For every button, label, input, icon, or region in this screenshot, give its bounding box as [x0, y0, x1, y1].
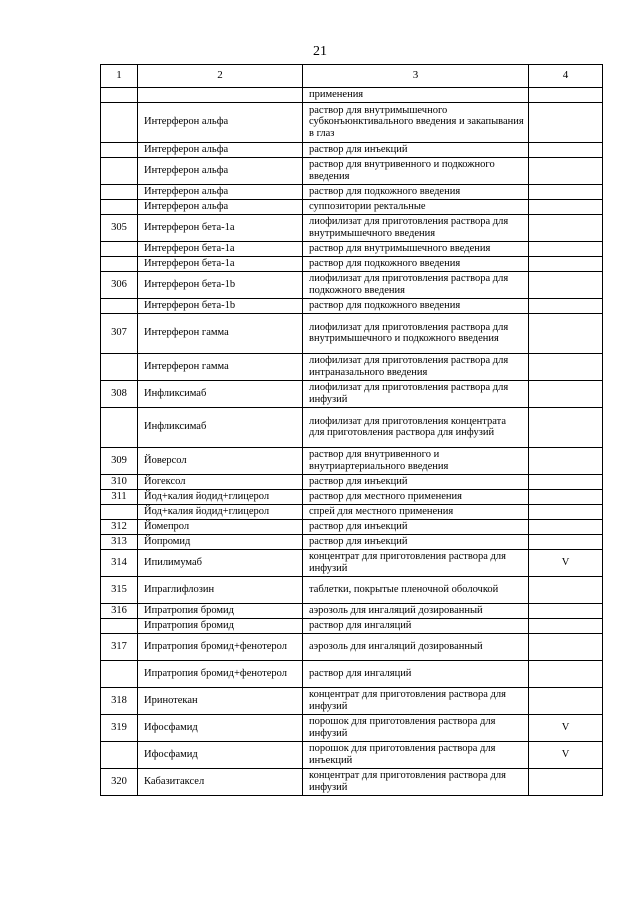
drug-name: Йомепрол	[138, 519, 303, 534]
row-mark	[529, 633, 603, 660]
row-mark	[529, 298, 603, 313]
row-number	[101, 660, 138, 687]
row-number	[101, 88, 138, 103]
row-mark	[529, 534, 603, 549]
row-mark	[529, 199, 603, 214]
table-row	[101, 714, 603, 741]
page-number: 21	[313, 44, 327, 59]
dosage-form: раствор для подкожного введения	[303, 184, 529, 199]
row-mark	[529, 489, 603, 504]
table-row	[101, 380, 603, 407]
table-row	[101, 618, 603, 633]
row-mark	[529, 157, 603, 184]
row-mark	[529, 660, 603, 687]
drug-name: Йогексол	[138, 474, 303, 489]
drug-name: Интерферон альфа	[138, 184, 303, 199]
drug-name: Йоверсол	[138, 447, 303, 474]
row-number	[101, 353, 138, 380]
dosage-form: спрей для местного применения	[303, 504, 529, 519]
dosage-form: раствор для инъекций	[303, 474, 529, 489]
column-header-number: 1	[101, 65, 138, 88]
row-mark	[529, 519, 603, 534]
dosage-form: порошок для приготовления раствора для инфузий	[303, 714, 529, 741]
row-number	[101, 407, 138, 447]
row-number: 316	[101, 603, 138, 618]
row-number	[101, 618, 138, 633]
row-number	[101, 298, 138, 313]
table-row	[101, 633, 603, 660]
drug-table	[100, 64, 603, 796]
row-number: 305	[101, 214, 138, 241]
table-row	[101, 447, 603, 474]
table-header-row	[101, 65, 603, 88]
row-number: 312	[101, 519, 138, 534]
row-mark	[529, 214, 603, 241]
table-row	[101, 88, 603, 103]
table-row	[101, 102, 603, 142]
drug-name: Ипратропия бромид	[138, 618, 303, 633]
dosage-form: концентрат для приготовления раствора для инфузий	[303, 549, 529, 576]
dosage-form: концентрат для приготовления раствора для инфузий	[303, 687, 529, 714]
drug-name: Интерферон бета-1b	[138, 298, 303, 313]
table-row	[101, 157, 603, 184]
dosage-form: раствор для внутривенного и внутриартериального введения	[303, 447, 529, 474]
dosage-form: аэрозоль для ингаляций дозированный	[303, 633, 529, 660]
dosage-form: применения	[303, 88, 529, 103]
table-row	[101, 241, 603, 256]
row-mark	[529, 603, 603, 618]
dosage-form: лиофилизат для приготовления раствора для интраназального введения	[303, 353, 529, 380]
table-row	[101, 603, 603, 618]
table-row	[101, 768, 603, 795]
column-header-form: 3	[303, 65, 529, 88]
row-mark	[529, 256, 603, 271]
row-number	[101, 741, 138, 768]
dosage-form: раствор для инъекций	[303, 534, 529, 549]
row-number: 310	[101, 474, 138, 489]
dosage-form: лиофилизат для приготовления раствора для подкожного введения	[303, 271, 529, 298]
drug-name: Интерферон альфа	[138, 199, 303, 214]
row-mark: V	[529, 714, 603, 741]
row-mark	[529, 313, 603, 353]
table-row	[101, 407, 603, 447]
drug-name: Ипраглифлозин	[138, 576, 303, 603]
row-number: 311	[101, 489, 138, 504]
dosage-form: раствор для инъекций	[303, 519, 529, 534]
row-number	[101, 241, 138, 256]
table-row	[101, 184, 603, 199]
drug-name: Инфликсимаб	[138, 380, 303, 407]
row-number: 314	[101, 549, 138, 576]
dosage-form: раствор для подкожного введения	[303, 256, 529, 271]
table-row	[101, 142, 603, 157]
drug-name: Инфликсимаб	[138, 407, 303, 447]
drug-name	[138, 88, 303, 103]
table-row	[101, 214, 603, 241]
table-row	[101, 687, 603, 714]
row-mark: V	[529, 549, 603, 576]
row-mark	[529, 576, 603, 603]
table-row	[101, 660, 603, 687]
table-row	[101, 353, 603, 380]
row-number: 307	[101, 313, 138, 353]
table-row	[101, 271, 603, 298]
drug-name: Ифосфамид	[138, 741, 303, 768]
drug-name: Ипратропия бромид	[138, 603, 303, 618]
drug-name: Ипратропия бромид+фенотерол	[138, 660, 303, 687]
row-mark	[529, 271, 603, 298]
row-number	[101, 199, 138, 214]
drug-name: Интерферон бета-1а	[138, 256, 303, 271]
dosage-form: раствор для внутримышечного введения	[303, 241, 529, 256]
row-number	[101, 256, 138, 271]
row-number	[101, 504, 138, 519]
row-mark	[529, 504, 603, 519]
dosage-form: раствор для подкожного введения	[303, 298, 529, 313]
dosage-form: раствор для местного применения	[303, 489, 529, 504]
table-row	[101, 313, 603, 353]
row-mark: V	[529, 741, 603, 768]
row-mark	[529, 687, 603, 714]
dosage-form: аэрозоль для ингаляций дозированный	[303, 603, 529, 618]
row-mark	[529, 241, 603, 256]
row-number: 309	[101, 447, 138, 474]
row-number	[101, 184, 138, 199]
dosage-form: раствор для внутримышечного субконъюнктивального введения и закапывания в глаз	[303, 102, 529, 142]
column-header-name: 2	[138, 65, 303, 88]
row-mark	[529, 447, 603, 474]
table-row	[101, 741, 603, 768]
dosage-form: порошок для приготовления раствора для инъекций	[303, 741, 529, 768]
table-row	[101, 549, 603, 576]
row-mark	[529, 380, 603, 407]
row-number: 318	[101, 687, 138, 714]
row-number: 306	[101, 271, 138, 298]
table-row	[101, 199, 603, 214]
drug-name: Интерферон альфа	[138, 142, 303, 157]
table-row	[101, 576, 603, 603]
row-mark	[529, 353, 603, 380]
row-number	[101, 102, 138, 142]
drug-name: Йод+калия йодид+глицерол	[138, 504, 303, 519]
dosage-form: раствор для инъекций	[303, 142, 529, 157]
drug-name: Иринотекан	[138, 687, 303, 714]
dosage-form: лиофилизат для приготовления раствора для инфузий	[303, 380, 529, 407]
row-number: 319	[101, 714, 138, 741]
row-number: 317	[101, 633, 138, 660]
row-mark	[529, 184, 603, 199]
table-row	[101, 474, 603, 489]
table-row	[101, 519, 603, 534]
dosage-form: раствор для ингаляций	[303, 660, 529, 687]
row-mark	[529, 618, 603, 633]
row-number	[101, 142, 138, 157]
row-number: 320	[101, 768, 138, 795]
row-mark	[529, 474, 603, 489]
drug-name: Интерферон альфа	[138, 157, 303, 184]
row-number: 308	[101, 380, 138, 407]
drug-name: Ипратропия бромид+фенотерол	[138, 633, 303, 660]
drug-name: Интерферон бета-1b	[138, 271, 303, 298]
drug-name: Интерферон бета-1а	[138, 214, 303, 241]
dosage-form: лиофилизат для приготовления раствора для внутримышечного и подкожного введения	[303, 313, 529, 353]
drug-name: Йопромид	[138, 534, 303, 549]
dosage-form: суппозитории ректальные	[303, 199, 529, 214]
drug-name: Интерферон альфа	[138, 102, 303, 142]
row-mark	[529, 102, 603, 142]
row-mark	[529, 407, 603, 447]
table-row	[101, 298, 603, 313]
column-header-mark: 4	[529, 65, 603, 88]
row-mark	[529, 88, 603, 103]
drug-name: Интерферон бета-1а	[138, 241, 303, 256]
dosage-form: таблетки, покрытые пленочной оболочкой	[303, 576, 529, 603]
drug-name: Интерферон гамма	[138, 313, 303, 353]
drug-name: Йод+калия йодид+глицерол	[138, 489, 303, 504]
row-mark	[529, 142, 603, 157]
table-row	[101, 534, 603, 549]
drug-name: Ифосфамид	[138, 714, 303, 741]
dosage-form: концентрат для приготовления раствора для инфузий	[303, 768, 529, 795]
row-number: 313	[101, 534, 138, 549]
dosage-form: лиофилизат для приготовления раствора для внутримышечного введения	[303, 214, 529, 241]
drug-name: Ипилимумаб	[138, 549, 303, 576]
table-row	[101, 256, 603, 271]
table-row	[101, 504, 603, 519]
drug-name: Интерферон гамма	[138, 353, 303, 380]
row-number: 315	[101, 576, 138, 603]
row-number	[101, 157, 138, 184]
table-row	[101, 489, 603, 504]
dosage-form: раствор для ингаляций	[303, 618, 529, 633]
table-body	[101, 88, 603, 796]
dosage-form: лиофилизат для приготовления концентрата для приготовления раствора для инфузий	[303, 407, 529, 447]
drug-name: Кабазитаксел	[138, 768, 303, 795]
dosage-form: раствор для внутривенного и подкожного введения	[303, 157, 529, 184]
row-mark	[529, 768, 603, 795]
